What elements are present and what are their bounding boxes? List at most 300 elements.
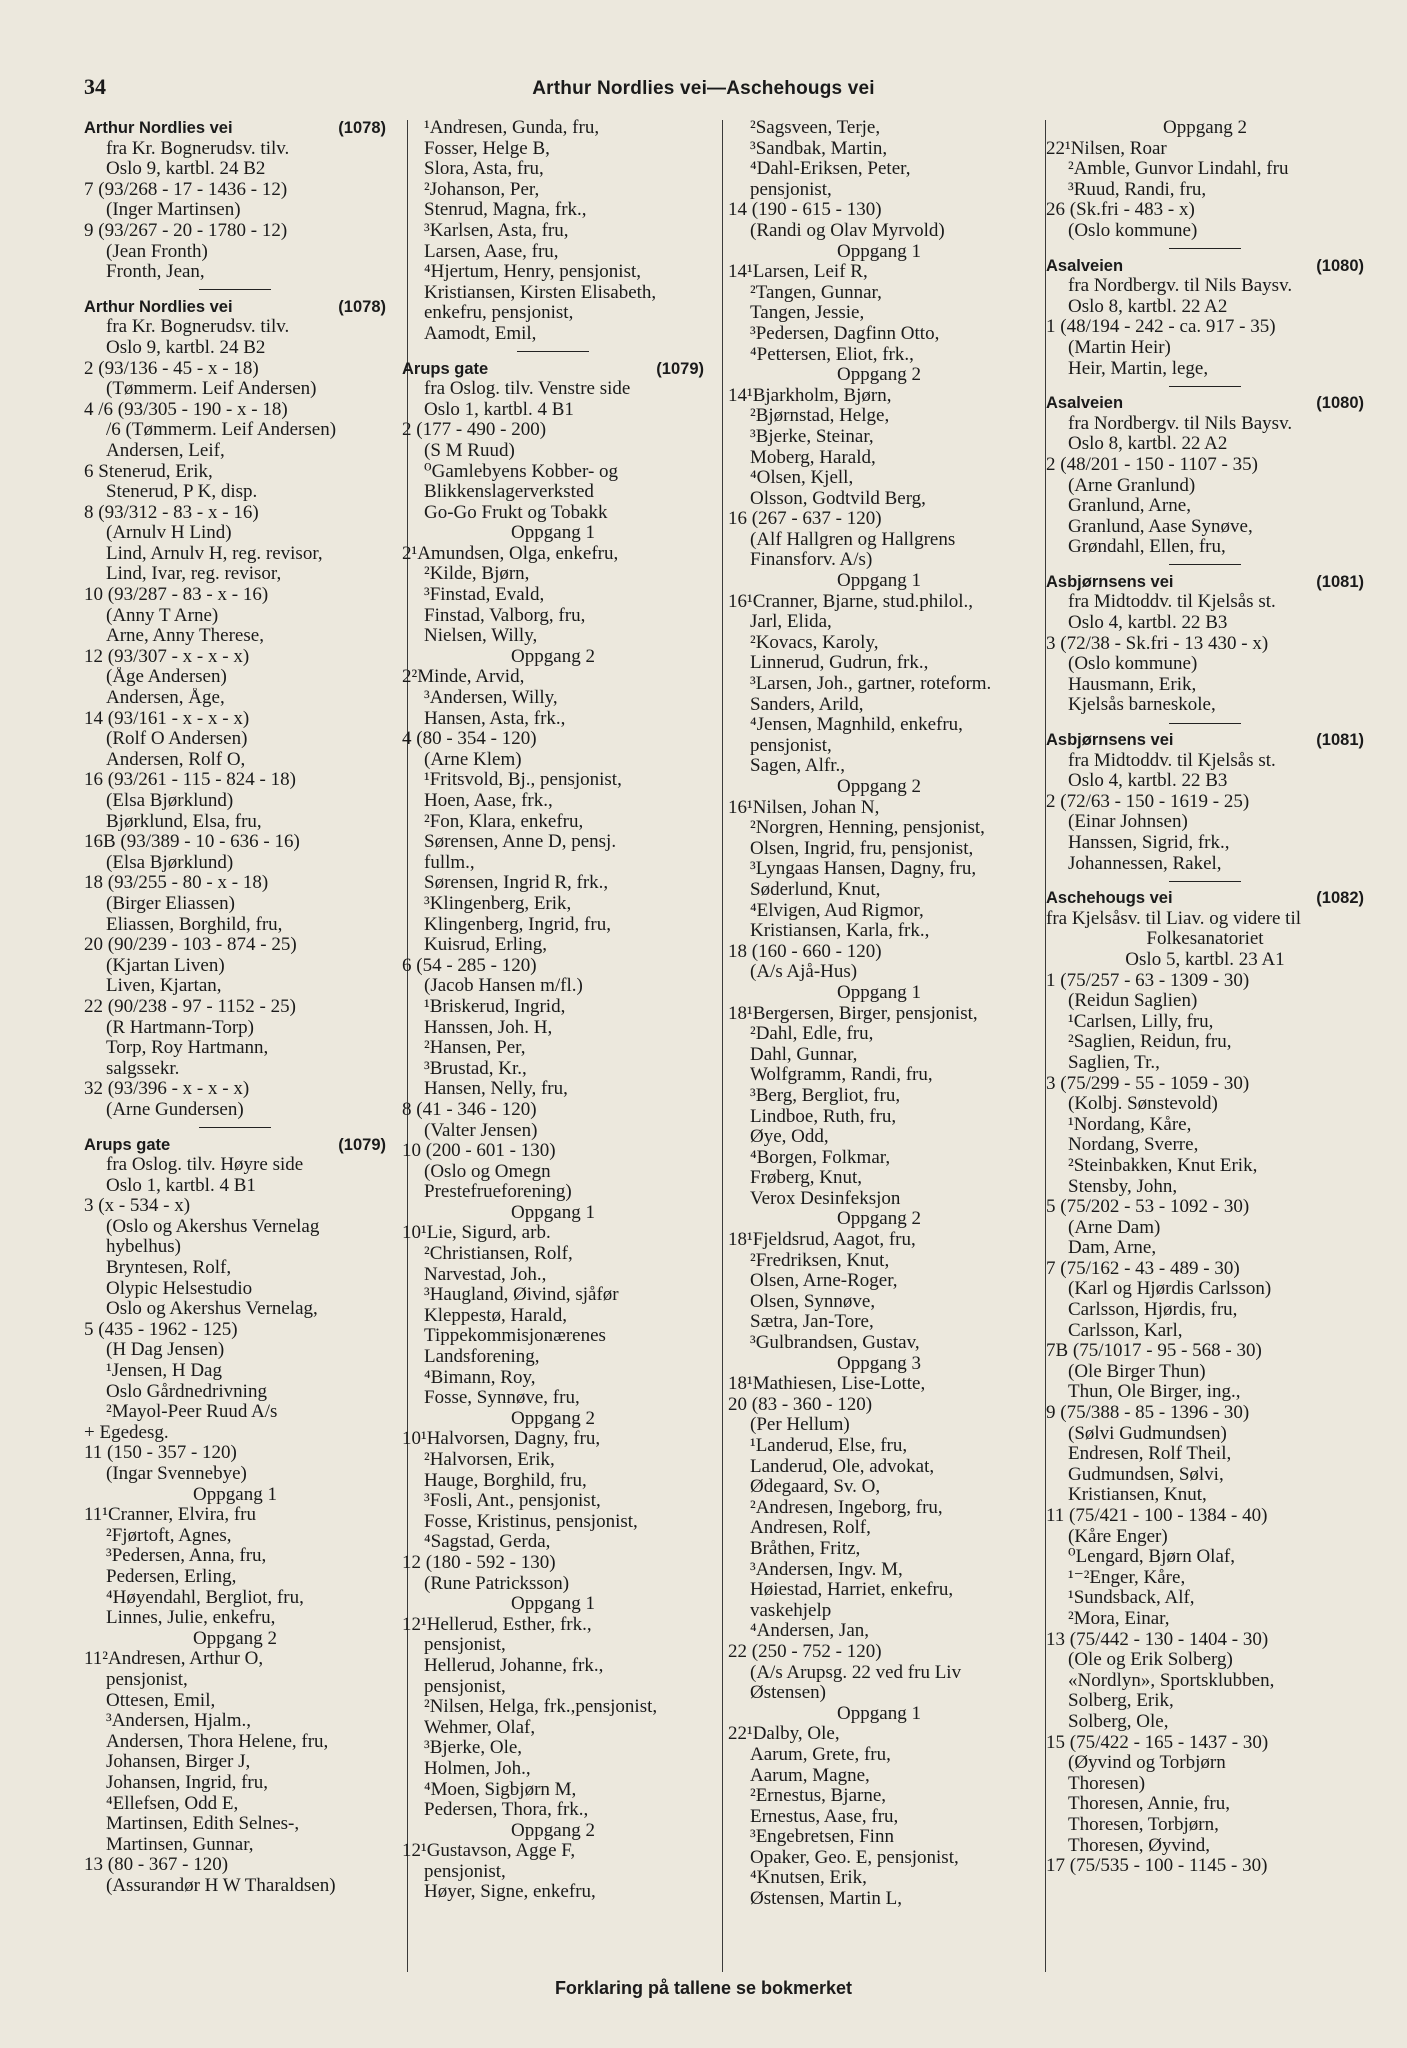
resident-line: ³Lyngaas Hansen, Dagny, fru, — [750, 859, 977, 880]
address-line: 16 (267 - 637 - 120) — [728, 509, 882, 530]
resident-line: hybelhus) — [106, 1237, 181, 1258]
resident-line: ³Pedersen, Dagfinn Otto, — [750, 323, 940, 344]
resident-line: (Martin Heir) — [1068, 337, 1171, 358]
resident-line: Martinsen, Gunnar, — [106, 1834, 254, 1855]
rule-line — [1169, 564, 1241, 565]
resident-line: ²Fon, Klara, enkefru, — [424, 811, 584, 832]
street-name: Asbjørnsens vei — [1046, 572, 1174, 591]
street-heading — [84, 1135, 386, 1156]
resident-line: Ottesen, Emil, — [106, 1690, 216, 1711]
entrance-label: Oppgang 2 — [511, 1820, 595, 1841]
address-line: 18 (93/255 - 80 - x - 18) — [84, 873, 269, 894]
resident-line: Østensen) — [750, 1683, 826, 1704]
resident-line: Torp, Roy Hartmann, — [106, 1038, 269, 1059]
column-4 — [1046, 118, 1364, 1968]
resident-line: Johansen, Birger J, — [106, 1752, 251, 1773]
street-number: (1080) — [1316, 394, 1364, 413]
resident-line: Andersen, Rolf O, — [106, 749, 246, 770]
street-heading — [1046, 572, 1364, 593]
resident-line: Kristiansen, Knut, — [1068, 1485, 1207, 1506]
resident-line: Andersen, Leif, — [106, 440, 225, 461]
resident-line: Kjelsås barneskole, — [1068, 695, 1216, 716]
resident-line: Olsen, Synnøve, — [750, 1291, 876, 1312]
resident-line: Finansforv. A/s) — [750, 550, 873, 571]
street-name: Arthur Nordlies vei — [84, 297, 233, 316]
address-line: 18¹Mathiesen, Lise-Lotte, — [728, 1374, 926, 1395]
resident-line: ¹Andresen, Gunda, fru, — [424, 118, 600, 138]
resident-line: Blikkenslagerverksted — [424, 482, 594, 503]
resident-line: (Per Hellum) — [750, 1415, 850, 1436]
address-line: 13 (80 - 367 - 120) — [84, 1855, 229, 1876]
street-heading — [402, 359, 704, 380]
rule-line — [1169, 881, 1241, 882]
street-number: (1082) — [1316, 889, 1364, 908]
resident-line: (Reidun Saglien) — [1068, 991, 1198, 1012]
resident-line: Høyer, Signe, enkefru, — [424, 1882, 596, 1903]
address-line: 4 /6 (93/305 - 190 - x - 18) — [84, 399, 288, 420]
resident-line: ²Johanson, Per, — [424, 179, 540, 200]
resident-line: ⁴Dahl-Eriksen, Peter, — [750, 159, 911, 180]
entrance-label: Oppgang 2 — [511, 1408, 595, 1429]
resident-line: ¹Fritsvold, Bj., pensjonist, — [424, 770, 622, 791]
resident-line: Olypic Helsestudio — [106, 1278, 253, 1299]
entrance-label: Oppgang 3 — [837, 1353, 921, 1374]
resident-line: ³Larsen, Joh., gartner, roteform. — [750, 674, 992, 695]
resident-line: Larsen, Aase, fru, — [424, 241, 559, 262]
resident-line: pensjonist, — [424, 1635, 506, 1656]
resident-line: Heir, Martin, lege, — [1068, 358, 1209, 379]
address-line: 8 (41 - 346 - 120) — [402, 1099, 537, 1120]
resident-line: Fosse, Kristinus, pensjonist, — [424, 1511, 638, 1532]
resident-line: Moberg, Harald, — [750, 447, 876, 468]
address-line: 7 (93/268 - 17 - 1436 - 12) — [84, 179, 288, 200]
resident-line: Oslo 9, kartbl. 24 B2 — [106, 337, 266, 358]
resident-line: Endresen, Rolf Theil, — [1068, 1444, 1232, 1465]
resident-line: Carlsson, Karl, — [1068, 1320, 1183, 1341]
address-line: 11 (75/421 - 100 - 1384 - 40) — [1046, 1506, 1268, 1526]
resident-line: Prestefrueforening) — [424, 1182, 572, 1203]
resident-line: (Einar Johnsen) — [1068, 812, 1188, 833]
resident-line: ³Pedersen, Anna, fru, — [106, 1546, 267, 1567]
resident-line: Granlund, Aase Synøve, — [1068, 516, 1253, 537]
resident-line: Klingenberg, Ingrid, fru, — [424, 914, 611, 935]
address-line: 22 (90/238 - 97 - 1152 - 25) — [84, 996, 296, 1017]
entrance-label: Oppgang 1 — [511, 523, 595, 544]
resident-line: fullm., — [424, 852, 475, 873]
section-rule — [1046, 874, 1364, 888]
resident-line: Gudmundsen, Sølvi, — [1068, 1464, 1224, 1485]
resident-line: Sørensen, Ingrid R, frk., — [424, 873, 609, 894]
address-line: 3 (x - 534 - x) — [84, 1196, 191, 1217]
resident-line: Andersen, Thora Helene, fru, — [106, 1731, 329, 1752]
resident-line: (Oslo og Omegn — [424, 1161, 551, 1182]
resident-line: Verox Desinfeksjon — [750, 1188, 901, 1209]
resident-line: ²Fredriksen, Knut, — [750, 1250, 890, 1271]
rule-line — [199, 1127, 271, 1128]
resident-line: Oslo Gårdnedrivning — [106, 1381, 267, 1402]
resident-line: Olsson, Godtvild Berg, — [750, 488, 926, 509]
resident-line: (Ole Birger Thun) — [1068, 1361, 1206, 1382]
resident-line: ⁴Bimann, Roy, — [424, 1367, 536, 1388]
resident-line: Johansen, Ingrid, fru, — [106, 1772, 268, 1793]
address-line: 22 (250 - 752 - 120) — [728, 1641, 882, 1662]
entrance-label: Oppgang 1 — [511, 1594, 595, 1615]
resident-line: (Anny T Arne) — [106, 605, 219, 626]
resident-line: Øye, Odd, — [750, 1127, 829, 1148]
resident-line: Liven, Kjartan, — [106, 976, 222, 997]
resident-line: Hanssen, Joh. H, — [424, 1017, 553, 1038]
address-line: 11¹Cranner, Elvira, fru — [84, 1505, 257, 1526]
resident-line: Thoresen, Torbjørn, — [1068, 1814, 1219, 1835]
entrance-label: Oppgang 2 — [837, 1209, 921, 1230]
resident-line: (Oslo og Akershus Vernelag — [106, 1216, 320, 1237]
resident-line: (Oslo kommune) — [1068, 654, 1198, 675]
resident-line: (Inger Martinsen) — [106, 200, 241, 221]
resident-line: (A/s Arupsg. 22 ved fru Liv — [750, 1662, 962, 1683]
resident-line: ²Bjørnstad, Helge, — [750, 406, 890, 427]
address-line: 12¹Gustavson, Agge F, — [402, 1841, 576, 1862]
entrance-label: Oppgang 2 — [837, 365, 921, 386]
entrance-label: Oppgang 1 — [511, 1202, 595, 1223]
resident-line: (Arne Klem) — [424, 749, 522, 770]
address-line: 14 (190 - 615 - 130) — [728, 200, 882, 221]
entrance-label: Oslo 5, kartbl. 23 A1 — [1125, 949, 1285, 970]
resident-line: Sørensen, Anne D, pensj. — [424, 832, 617, 853]
resident-line: fra Oslog. tilv. Høyre side — [106, 1155, 304, 1176]
address-line: 11 (150 - 357 - 120) — [84, 1443, 237, 1464]
entrance-label: Oppgang 1 — [193, 1484, 277, 1505]
entrance-label: Folkesanatoriet — [1146, 929, 1264, 950]
resident-line: ⁴Moen, Sigbjørn M, — [424, 1779, 577, 1800]
resident-line: ³Bjerke, Steinar, — [750, 426, 874, 447]
address-line: 5 (75/202 - 53 - 1092 - 30) — [1046, 1197, 1250, 1218]
resident-line: ⁴Knutsen, Erik, — [750, 1868, 867, 1889]
address-line: 12 (93/307 - x - x - x) — [84, 646, 250, 667]
resident-line: Fronth, Jean, — [106, 262, 205, 283]
resident-line: Linnerud, Gudrun, frk., — [750, 653, 929, 674]
resident-line: Arne, Anny Therese, — [106, 626, 264, 647]
address-line: 1 (75/257 - 63 - 1309 - 30) — [1046, 970, 1250, 991]
street-heading — [84, 297, 386, 318]
resident-line: ³Karlsen, Asta, fru, — [424, 220, 569, 241]
column-divider — [722, 120, 723, 1972]
entrance-label: Oppgang 1 — [837, 241, 921, 262]
resident-line: pensjonist, — [424, 1861, 506, 1882]
resident-line: ⁴Elvigen, Aud Rigmor, — [750, 900, 924, 921]
entrance-label: Oppgang 2 — [193, 1628, 277, 1649]
section-rule — [1046, 558, 1364, 572]
resident-line: (H Dag Jensen) — [106, 1340, 225, 1361]
resident-line: Narvestad, Joh., — [424, 1264, 547, 1285]
address-line: 3 (75/299 - 55 - 1059 - 30) — [1046, 1073, 1250, 1094]
resident-line: ²Saglien, Reidun, fru, — [1068, 1032, 1232, 1053]
address-line: 7 (75/162 - 43 - 489 - 30) — [1046, 1258, 1240, 1279]
resident-line: Kristiansen, Karla, frk., — [750, 921, 930, 942]
resident-line: ²Nilsen, Helga, frk.,pensjonist, — [424, 1697, 658, 1718]
resident-line: Pedersen, Erling, — [106, 1566, 237, 1587]
street-number: (1078) — [338, 297, 386, 316]
resident-line: ²Tangen, Gunnar, — [750, 282, 882, 303]
address-line: 16 (93/261 - 115 - 824 - 18) — [84, 770, 296, 791]
resident-line: ⁴Hjertum, Henry, pensjonist, — [424, 262, 641, 283]
street-number: (1078) — [338, 119, 386, 137]
resident-line: (S M Ruud) — [424, 440, 515, 461]
resident-line: ⁴Olsen, Kjell, — [750, 468, 854, 489]
resident-line: Aarum, Grete, fru, — [750, 1744, 891, 1765]
address-line: 18¹Fjeldsrud, Aagot, fru, — [728, 1230, 916, 1251]
street-number: (1079) — [338, 1135, 386, 1154]
address-line: 9 (93/267 - 20 - 1780 - 12) — [84, 220, 288, 241]
resident-line: (Alf Hallgren og Hallgrens — [750, 529, 956, 550]
resident-line: /6 (Tømmerm. Leif Andersen) — [106, 420, 337, 441]
resident-line: Frøberg, Knut, — [750, 1168, 863, 1189]
resident-line: Wehmer, Olaf, — [424, 1717, 536, 1738]
resident-line: Kristiansen, Kirsten Elisabeth, — [424, 282, 657, 303]
resident-line: (Jacob Hansen m/fl.) — [424, 976, 583, 997]
resident-line: (Sølvi Gudmundsen) — [1068, 1423, 1227, 1444]
resident-line: (Elsa Bjørklund) — [106, 852, 234, 873]
resident-line: (Ingar Svennebye) — [106, 1464, 247, 1484]
resident-line: ²Hansen, Per, — [424, 1038, 526, 1059]
resident-line: fra Nordbergv. til Nils Baysv. — [1068, 413, 1293, 434]
resident-line: ³Fosli, Ant., pensjonist, — [424, 1491, 601, 1512]
resident-line: ³Ruud, Randi, fru, — [1068, 179, 1207, 200]
resident-line: Landsforening, — [424, 1347, 540, 1368]
column-1 — [84, 118, 386, 1968]
section-rule — [84, 283, 386, 297]
resident-line: Hansen, Asta, frk., — [424, 708, 566, 729]
resident-line: Hanssen, Sigrid, frk., — [1068, 833, 1230, 853]
resident-line: (Kåre Enger) — [1068, 1526, 1168, 1547]
resident-line: (Ole og Erik Solberg) — [1068, 1650, 1233, 1671]
resident-line: Stensby, John, — [1068, 1176, 1178, 1197]
address-line: 17 (75/535 - 100 - 1145 - 30) — [1046, 1856, 1268, 1877]
street-number: (1081) — [1316, 731, 1364, 750]
rule-line — [1169, 386, 1241, 387]
resident-line: Oslo 4, kartbl. 22 B3 — [1068, 771, 1228, 792]
address-line: 10¹Halvorsen, Dagny, fru, — [402, 1429, 601, 1450]
resident-line: Nordang, Sverre, — [1068, 1135, 1199, 1156]
entrance-label: Oppgang 1 — [837, 982, 921, 1003]
resident-line: fra Midtoddv. til Kjelsås st. — [1068, 750, 1276, 771]
street-number: (1081) — [1316, 572, 1364, 591]
address-line: 2 (177 - 490 - 200) — [402, 420, 547, 441]
resident-line: (Birger Eliassen) — [106, 893, 235, 914]
resident-line: Carlsson, Hjørdis, fru, — [1068, 1300, 1238, 1321]
resident-line: ¹Nordang, Kåre, — [1068, 1114, 1192, 1135]
resident-line: Jarl, Elida, — [750, 612, 832, 633]
resident-line: Andersen, Åge, — [106, 688, 225, 709]
rule-line — [517, 351, 589, 352]
resident-line: vaskehjelp — [750, 1600, 832, 1621]
resident-line: Nielsen, Willy, — [424, 626, 538, 647]
address-line: 2 (93/136 - 45 - x - 18) — [84, 358, 259, 379]
resident-line: Oslo 1, kartbl. 4 B1 — [424, 399, 574, 420]
street-heading — [1046, 888, 1364, 909]
address-line: 20 (90/239 - 103 - 874 - 25) — [84, 935, 297, 956]
resident-line: (Randi og Olav Myrvold) — [750, 220, 945, 241]
resident-line: ¹Briskerud, Ingrid, — [424, 996, 566, 1017]
resident-line: (Assurandør H W Tharaldsen) — [106, 1875, 336, 1896]
resident-line: fra Oslog. tilv. Venstre side — [424, 379, 631, 400]
address-line: 6 (54 - 285 - 120) — [402, 955, 537, 976]
resident-line: Oslo 1, kartbl. 4 B1 — [106, 1175, 256, 1196]
entrance-label: Oppgang 2 — [511, 646, 595, 667]
resident-line: Bryntesen, Rolf, — [106, 1258, 232, 1279]
resident-line: Tangen, Jessie, — [750, 303, 865, 324]
resident-line: Landerud, Ole, advokat, — [750, 1456, 935, 1477]
resident-line: (Arne Dam) — [1068, 1217, 1161, 1238]
resident-line: Thun, Ole Birger, ing., — [1068, 1382, 1241, 1403]
street-name: Arups gate — [84, 1135, 171, 1154]
resident-line: (Øyvind og Torbjørn — [1068, 1753, 1226, 1774]
resident-line: Granlund, Arne, — [1068, 496, 1191, 517]
resident-line: Wolfgramm, Randi, fru, — [750, 1065, 933, 1086]
street-heading — [1046, 730, 1364, 751]
address-line: 20 (83 - 360 - 120) — [728, 1394, 873, 1415]
resident-line: Dam, Arne, — [1068, 1238, 1157, 1259]
resident-line: Hausmann, Erik, — [1068, 674, 1197, 695]
entrance-label: Oppgang 2 — [837, 777, 921, 797]
resident-line: ¹⁻²Enger, Kåre, — [1068, 1567, 1186, 1588]
resident-line: Høiestad, Harriet, enkefru, — [750, 1580, 954, 1601]
street-name: Arthur Nordlies vei — [84, 119, 233, 137]
section-rule — [1046, 716, 1364, 730]
resident-line: Kuisrud, Erling, — [424, 935, 547, 956]
resident-line: ³Andersen, Willy, — [424, 688, 558, 709]
resident-line: (R Hartmann-Torp) — [106, 1017, 254, 1038]
address-line: 5 (435 - 1962 - 125) — [84, 1319, 238, 1340]
resident-line: Opaker, Geo. E, pensjonist, — [750, 1847, 959, 1868]
street-name: Arups gate — [402, 359, 489, 378]
address-line: fra Kjelsåsv. til Liav. og videre til — [1046, 908, 1302, 929]
resident-line: Østensen, Martin L, — [750, 1889, 902, 1910]
resident-line: Thoresen) — [1068, 1773, 1146, 1794]
resident-line: (A/s Ajå-Hus) — [750, 962, 858, 983]
resident-line: Solberg, Ole, — [1068, 1711, 1169, 1732]
section-rule — [1046, 242, 1364, 256]
resident-line: ¹Sundsback, Alf, — [1068, 1588, 1195, 1609]
resident-line: ³Engebretsen, Finn — [750, 1827, 894, 1848]
resident-line: Dahl, Gunnar, — [750, 1044, 858, 1065]
resident-line: (Arne Granlund) — [1068, 475, 1196, 496]
address-line: 26 (Sk.fri - 483 - x) — [1046, 200, 1195, 221]
resident-line: Slora, Asta, fru, — [424, 159, 544, 180]
resident-line: Ødegaard, Sv. O, — [750, 1477, 881, 1498]
resident-line: ²Christiansen, Rolf, — [424, 1244, 573, 1265]
resident-line: Oslo 8, kartbl. 22 A2 — [1068, 296, 1228, 317]
resident-line: ⁰Lengard, Bjørn Olaf, — [1068, 1547, 1235, 1568]
address-line: 9 (75/388 - 85 - 1396 - 30) — [1046, 1403, 1250, 1424]
resident-line: (Rune Patricksson) — [424, 1573, 570, 1594]
resident-line: ³Gulbrandsen, Gustav, — [750, 1333, 920, 1354]
address-line: 8 (93/312 - 83 - x - 16) — [84, 502, 259, 523]
resident-line: Kleppestø, Harald, — [424, 1305, 567, 1326]
resident-line: ²Andresen, Ingeborg, fru, — [750, 1497, 943, 1518]
resident-line: ²Ernestus, Bjarne, — [750, 1786, 887, 1807]
resident-line: Martinsen, Edith Selnes-, — [106, 1814, 300, 1835]
resident-line: ³Finstad, Evald, — [424, 585, 545, 606]
resident-line: Stenerud, P K, disp. — [106, 482, 258, 503]
address-line: 18 (160 - 660 - 120) — [728, 941, 882, 962]
resident-line: Thoresen, Annie, fru, — [1068, 1794, 1230, 1815]
resident-line: ²Norgren, Henning, pensjonist, — [750, 818, 985, 839]
running-title: Arthur Nordlies vei—Aschehougs vei — [532, 78, 875, 99]
address-line: 16B (93/389 - 10 - 636 - 16) — [84, 832, 300, 853]
resident-line: Oslo 8, kartbl. 22 A2 — [1068, 434, 1228, 455]
address-line: 2²Minde, Arvid, — [402, 667, 525, 688]
resident-line: «Nordlyn», Sportsklubben, — [1068, 1670, 1275, 1691]
resident-line: Søderlund, Knut, — [750, 879, 881, 900]
resident-line: ²Steinbakken, Knut Erik, — [1068, 1155, 1258, 1176]
street-name: Asbjørnsens vei — [1046, 731, 1174, 750]
street-name: Asalveien — [1046, 394, 1124, 413]
resident-line: Solberg, Erik, — [1068, 1691, 1174, 1712]
resident-line: (Jean Fronth) — [106, 241, 208, 262]
rule-line — [1169, 723, 1241, 724]
resident-line: Stenrud, Magna, frk., — [424, 200, 587, 221]
resident-line: ²Halvorsen, Erik, — [424, 1450, 555, 1470]
resident-line: Lind, Ivar, reg. revisor, — [106, 564, 282, 585]
street-name: Asalveien — [1046, 256, 1124, 275]
resident-line: Aamodt, Emil, — [424, 323, 537, 344]
resident-line: Sætra, Jan-Tore, — [750, 1312, 874, 1333]
resident-line: pensjonist, — [424, 1676, 506, 1697]
resident-line: pensjonist, — [750, 735, 832, 756]
resident-line: fra Kr. Bognerudsv. tilv. — [106, 138, 290, 159]
resident-line: ²Kovacs, Karoly, — [750, 632, 879, 653]
resident-line: (Arne Gundersen) — [106, 1099, 244, 1120]
street-number: (1079) — [656, 359, 704, 378]
address-line: 22¹Dalby, Ole, — [728, 1724, 840, 1745]
resident-line: Thoresen, Øyvind, — [1068, 1835, 1210, 1856]
resident-line: ³Andersen, Ingv. M, — [750, 1559, 903, 1580]
resident-line: Aarum, Magne, — [750, 1765, 870, 1786]
resident-line: ⁰Gamlebyens Kobber- og — [424, 461, 619, 482]
street-heading — [1046, 256, 1364, 277]
resident-line: Fosse, Synnøve, fru, — [424, 1388, 580, 1409]
resident-line: Oslo og Akershus Vernelag, — [106, 1299, 318, 1320]
resident-line: Oslo 9, kartbl. 24 B2 — [106, 159, 266, 180]
resident-line: Olsen, Arne-Roger, — [750, 1271, 898, 1292]
address-line: 12¹Hellerud, Esther, frk., — [402, 1614, 592, 1635]
resident-line: pensjonist, — [106, 1669, 188, 1690]
resident-line: ³Brustad, Kr., — [424, 1058, 527, 1079]
resident-line: Lind, Arnulv H, reg. revisor, — [106, 543, 323, 564]
address-line: 32 (93/396 - x - x - x) — [84, 1079, 250, 1100]
address-line: 10¹Lie, Sigurd, arb. — [402, 1223, 551, 1244]
resident-line: Johannessen, Rakel, — [1068, 853, 1222, 874]
resident-line: Fosser, Helge B, — [424, 138, 550, 159]
resident-line: Holmen, Joh., — [424, 1758, 531, 1779]
resident-line: (Kjartan Liven) — [106, 955, 225, 976]
entrance-label: Oppgang 2 — [1163, 118, 1247, 138]
column-3 — [728, 118, 1030, 1968]
resident-line: enkefru, pensjonist, — [424, 303, 574, 324]
resident-line: Hoen, Aase, frk., — [424, 791, 553, 811]
resident-line: ⁴Pettersen, Eliot, frk., — [750, 344, 914, 365]
resident-line: ³Andersen, Hjalm., — [106, 1711, 251, 1732]
section-rule — [84, 1121, 386, 1135]
resident-line: ²Dahl, Edle, fru, — [750, 1024, 874, 1045]
resident-line: ²Mora, Einar, — [1068, 1608, 1170, 1629]
resident-line: fra Kr. Bognerudsv. tilv. — [106, 317, 290, 338]
address-line: 10 (93/287 - 83 - x - 16) — [84, 585, 269, 606]
resident-line: ⁴Ellefsen, Odd E, — [106, 1793, 239, 1814]
address-line: 11²Andresen, Arthur O, — [84, 1649, 264, 1670]
resident-line: ⁴Høyendahl, Bergliot, fru, — [106, 1587, 304, 1608]
address-line: 7B (75/1017 - 95 - 568 - 30) — [1046, 1341, 1262, 1362]
